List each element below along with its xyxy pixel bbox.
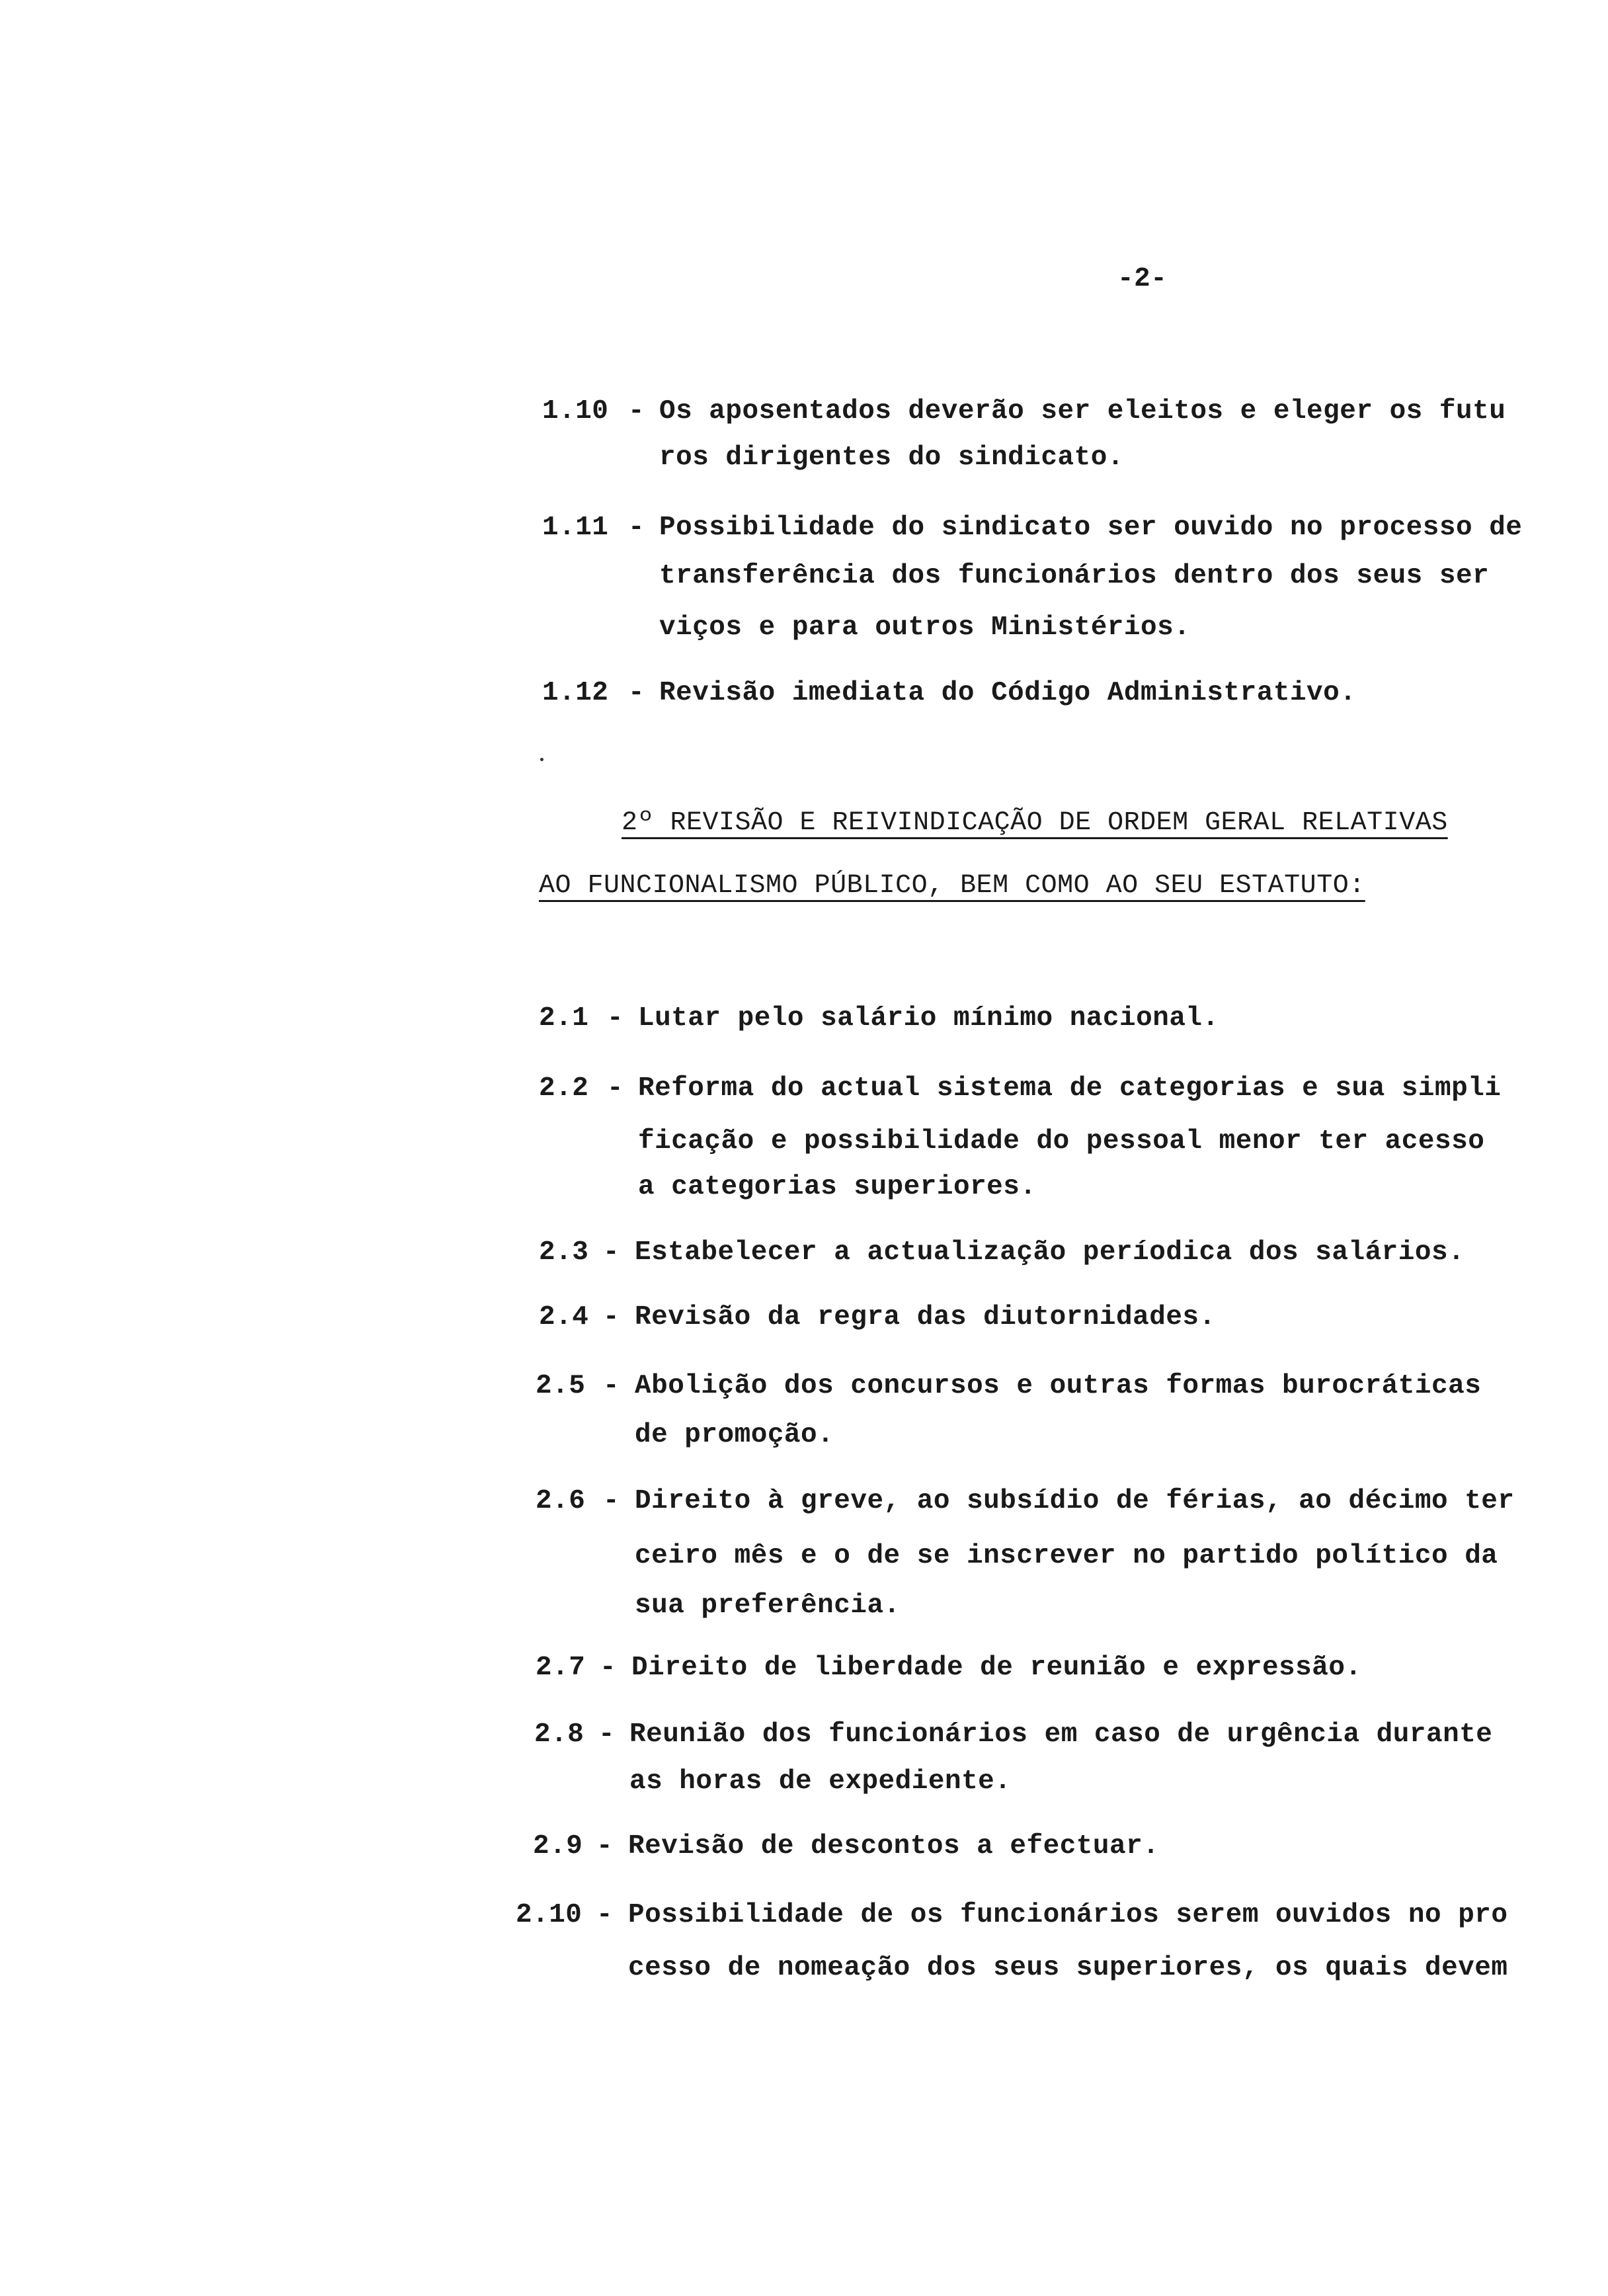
item-text: Revisão de descontos a efectuar. xyxy=(628,1831,1160,1862)
item-number: 2.2 xyxy=(539,1073,589,1104)
item-number: 1.11 xyxy=(542,512,609,543)
item-text: Reforma do actual sistema de categorias e sua simpli xyxy=(638,1073,1502,1104)
item-text: ros dirigentes do sindicato. xyxy=(659,442,1124,473)
item-number: 2.3 xyxy=(539,1237,589,1268)
item-dash: - xyxy=(596,1900,614,1930)
item-number: 2.1 xyxy=(539,1003,589,1034)
stray-mark xyxy=(540,758,543,761)
item-text: transferência dos funcionários dentro dos seus ser xyxy=(659,561,1490,591)
item-text: Estabelecer a actualização períodica dos salários. xyxy=(635,1237,1465,1268)
item-dash: - xyxy=(603,1486,620,1516)
item-text: as horas de expediente. xyxy=(629,1766,1012,1797)
item-dash: - xyxy=(628,678,645,708)
item-text: de promoção. xyxy=(635,1420,834,1450)
item-text: ceiro mês e o de se inscrever no partido político da xyxy=(635,1541,1498,1571)
item-text: cesso de nomeação dos seus superiores, os quais devem xyxy=(628,1953,1508,1983)
item-text: ficação e possibilidade do pessoal menor ter acesso xyxy=(638,1126,1485,1157)
item-dash: - xyxy=(598,1719,616,1750)
item-dash: - xyxy=(607,1003,624,1034)
item-number: 2.9 xyxy=(533,1831,583,1862)
item-text: Direito de liberdade de reunião e expressão. xyxy=(631,1653,1362,1683)
item-text: a categorias superiores. xyxy=(638,1172,1037,1202)
item-dash: - xyxy=(603,1302,620,1332)
item-text: Revisão imediata do Código Administrativo. xyxy=(659,678,1357,708)
item-text: sua preferência. xyxy=(635,1590,901,1621)
item-text: Lutar pelo salário mínimo nacional. xyxy=(638,1003,1219,1034)
item-number: 2.4 xyxy=(539,1302,589,1332)
page-number: -2- xyxy=(1117,264,1168,294)
item-text: Direito à greve, ao subsídio de férias, ao décimo ter xyxy=(635,1486,1515,1516)
item-number: 2.7 xyxy=(536,1653,586,1683)
item-dash: - xyxy=(607,1073,624,1104)
item-dash: - xyxy=(603,1237,620,1268)
item-text: viços e para outros Ministérios. xyxy=(659,612,1191,643)
item-number: 2.5 xyxy=(536,1371,586,1401)
item-text: Os aposentados deverão ser eleitos e eleger os futu xyxy=(659,396,1506,427)
item-dash: - xyxy=(628,396,645,427)
item-text: Possibilidade do sindicato ser ouvido no processo de xyxy=(659,512,1523,543)
item-text: Abolição dos concursos e outras formas burocráticas xyxy=(635,1371,1482,1401)
item-number: 1.10 xyxy=(542,396,609,427)
item-number: 2.10 xyxy=(516,1900,583,1930)
item-number: 1.12 xyxy=(542,678,609,708)
item-dash: - xyxy=(628,512,645,543)
item-dash: - xyxy=(600,1653,617,1683)
item-number: 2.6 xyxy=(536,1486,586,1516)
item-text: Possibilidade de os funcionários serem ouvidos no pro xyxy=(628,1900,1508,1930)
item-text: Revisão da regra das diutornidades. xyxy=(635,1302,1216,1332)
item-text: Reunião dos funcionários em caso de urgência durante xyxy=(629,1719,1493,1750)
item-dash: - xyxy=(596,1831,614,1862)
section-heading: AO FUNCIONALISMO PÚBLICO, BEM COMO AO SEU ESTATUTO: xyxy=(539,871,1365,901)
item-number: 2.8 xyxy=(534,1719,584,1750)
item-dash: - xyxy=(603,1371,620,1401)
section-heading: 2º REVISÃO E REIVINDICAÇÃO DE ORDEM GERAL RELATIVAS xyxy=(622,808,1448,838)
